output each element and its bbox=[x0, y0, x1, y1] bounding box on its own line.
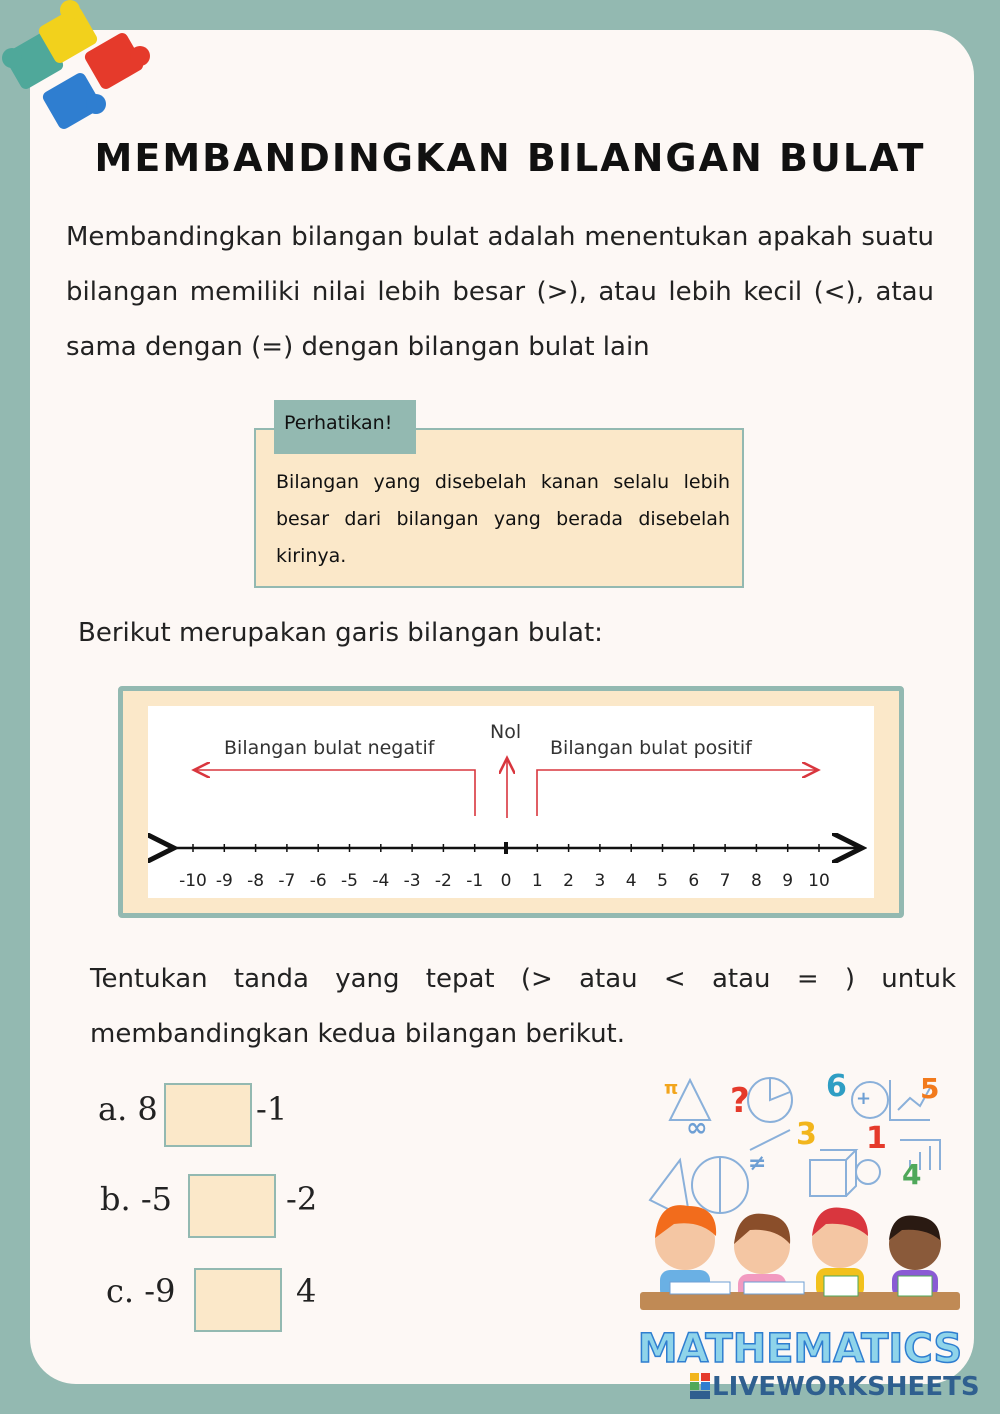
geometry-doodles bbox=[650, 1078, 940, 1220]
tick-label: 0 bbox=[500, 871, 512, 891]
negative-arrow bbox=[194, 770, 475, 816]
tick-label: 5 bbox=[657, 871, 668, 891]
mathematics-illustration bbox=[630, 1060, 970, 1380]
tick-label: 10 bbox=[808, 871, 830, 891]
math-symbols bbox=[664, 1069, 939, 1231]
question-c-left: c. -9 bbox=[106, 1272, 176, 1310]
tablet-icon-2 bbox=[898, 1276, 932, 1296]
question-b-right: -2 bbox=[286, 1180, 318, 1218]
question-b-left: b. -5 bbox=[100, 1180, 172, 1218]
five-symbol: 5 bbox=[920, 1072, 940, 1105]
four-symbol: 4 bbox=[902, 1158, 922, 1191]
tick-label: 7 bbox=[719, 871, 731, 891]
tick-label: -1 bbox=[466, 871, 484, 891]
liveworksheets-footer bbox=[690, 1372, 980, 1402]
tick-label: -3 bbox=[403, 871, 421, 891]
answer-box-b[interactable] bbox=[188, 1174, 276, 1238]
tick-label: -6 bbox=[309, 871, 327, 891]
tick-label: -8 bbox=[247, 871, 265, 891]
number-line-panel bbox=[148, 706, 874, 898]
note-text: Bilangan yang disebelah kanan selalu lebih besar dari bilangan yang berada disebelah kirinya. bbox=[276, 471, 730, 567]
tick-label: 6 bbox=[688, 871, 700, 891]
one-symbol: 1 bbox=[866, 1121, 887, 1156]
zero-label: Nol bbox=[490, 721, 522, 743]
puzzle-decoration bbox=[0, 0, 170, 150]
answer-box-c[interactable] bbox=[194, 1268, 282, 1332]
question-a-right: -1 bbox=[256, 1090, 288, 1128]
tick-label: -10 bbox=[179, 871, 207, 891]
liveworksheets-logo-icon bbox=[690, 1373, 710, 1399]
answer-box-a[interactable] bbox=[164, 1083, 252, 1147]
three-symbol: 3 bbox=[796, 1117, 817, 1152]
tick-label: 9 bbox=[782, 871, 794, 891]
tick-label: -9 bbox=[215, 871, 233, 891]
tick-label: -7 bbox=[278, 871, 296, 891]
tick-label: -4 bbox=[372, 871, 390, 891]
tick-label: 4 bbox=[625, 871, 637, 891]
puzzle-piece-blue-icon bbox=[41, 71, 106, 131]
tick-label: -5 bbox=[341, 871, 358, 891]
tick-label: 1 bbox=[531, 871, 543, 891]
instruction-text: Tentukan tanda yang tepat (> atau < atau = ) untuk membandingkan kedua bilangan berikut. bbox=[90, 964, 956, 1049]
number-line-heading: Berikut merupakan garis bilangan bulat: bbox=[78, 618, 603, 648]
tick-label: 8 bbox=[750, 871, 762, 891]
tick-label: -2 bbox=[434, 871, 452, 891]
note-tab: Perhatikan! bbox=[274, 400, 416, 454]
positive-arrow bbox=[537, 770, 818, 816]
intro-paragraph: Membandingkan bilangan bulat adalah menentukan apakah suatu bilangan memiliki nilai lebih besar (>), atau lebih kecil (<), atau sama dengan (=) dengan bilangan bulat lain bbox=[66, 222, 934, 362]
tick-label: 2 bbox=[563, 871, 575, 891]
book-icon-2 bbox=[744, 1282, 804, 1294]
question-c-right: 4 bbox=[296, 1272, 317, 1310]
book-icon bbox=[670, 1282, 730, 1294]
positive-label: Bilangan bulat positif bbox=[550, 737, 752, 759]
number-line-ticks bbox=[179, 842, 830, 891]
page-title: MEMBANDINGKAN BILANGAN BULAT bbox=[94, 136, 926, 180]
tick-label: 3 bbox=[594, 871, 606, 891]
children-group bbox=[640, 1205, 960, 1310]
number-line-diagram bbox=[148, 706, 874, 898]
mathematics-word: MATHEMATICS bbox=[637, 1326, 963, 1372]
question-symbol: ? bbox=[730, 1081, 750, 1121]
negative-label: Bilangan bulat negatif bbox=[224, 737, 435, 759]
liveworksheets-brand: LIVEWORKSHEETS bbox=[712, 1372, 980, 1402]
pi-symbol: π bbox=[664, 1078, 679, 1099]
plus-symbol: + bbox=[856, 1088, 872, 1109]
infinity-symbol: ∞ bbox=[686, 1113, 708, 1143]
tablet-icon bbox=[824, 1276, 858, 1296]
not-equal-symbol: ≠ bbox=[748, 1151, 767, 1176]
six-symbol: 6 bbox=[826, 1069, 847, 1104]
question-a-left: a. 8 bbox=[98, 1090, 158, 1128]
